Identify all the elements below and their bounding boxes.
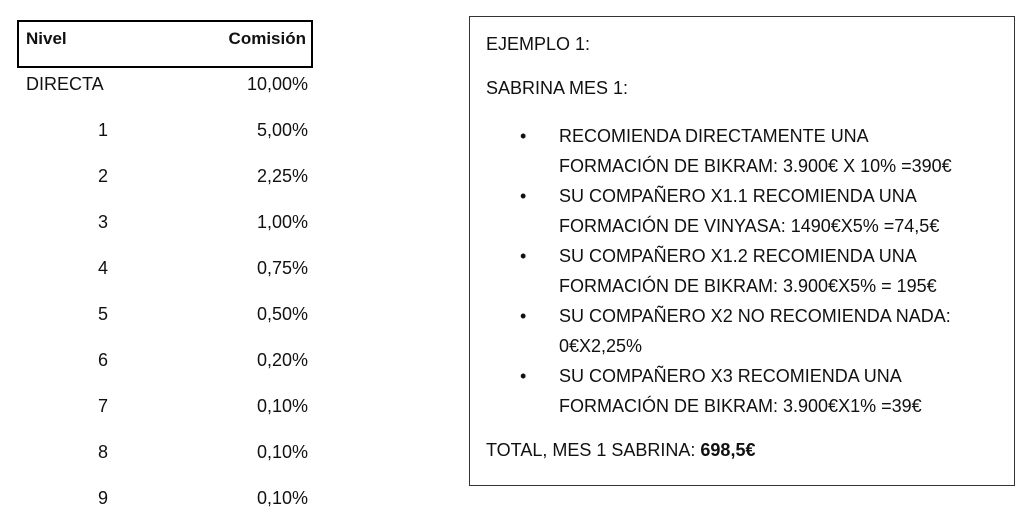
level-cell: 7 xyxy=(97,396,108,416)
commission-cell: 5,00% xyxy=(256,120,308,140)
item-line-1: RECOMIENDA DIRECTAMENTE UNA xyxy=(559,126,869,146)
level-cell: 8 xyxy=(97,442,108,462)
commission-cell: 0,10% xyxy=(256,488,308,508)
commission-cell: 0,50% xyxy=(256,304,308,324)
table-row xyxy=(0,302,320,348)
level-cell: 2 xyxy=(97,166,108,186)
level-cell: 6 xyxy=(97,350,108,370)
total-value: 698,5€ xyxy=(700,440,756,460)
example-subtitle: SABRINA MES 1: xyxy=(486,78,629,98)
example-total xyxy=(486,435,755,465)
commission-cell: 0,10% xyxy=(256,442,308,462)
item-line-1: SU COMPAÑERO X3 RECOMIENDA UNA xyxy=(559,366,902,386)
commission-cell: 2,25% xyxy=(256,166,308,186)
item-line-1: SU COMPAÑERO X1.1 RECOMIENDA UNA xyxy=(559,186,917,206)
example-box xyxy=(469,16,1015,486)
item-line-2: FORMACIÓN DE BIKRAM: 3.900€X1% =39€ xyxy=(559,396,922,416)
list-item xyxy=(470,121,1010,181)
table-row xyxy=(0,72,320,118)
table-row xyxy=(0,440,320,486)
list-item xyxy=(470,181,1010,241)
example-list xyxy=(470,121,1010,421)
commission-table-body xyxy=(0,72,320,532)
item-line-2: FORMACIÓN DE BIKRAM: 3.900€ X 10% =390€ xyxy=(559,156,952,176)
level-cell: 1 xyxy=(97,120,108,140)
list-item xyxy=(470,241,1010,301)
bullet-icon: • xyxy=(520,306,527,326)
level-cell: 5 xyxy=(97,304,108,324)
bullet-icon: • xyxy=(520,366,527,386)
table-row xyxy=(0,394,320,440)
item-line-1: SU COMPAÑERO X1.2 RECOMIENDA UNA xyxy=(559,246,917,266)
level-cell: 9 xyxy=(97,488,108,508)
item-line-2: FORMACIÓN DE VINYASA: 1490€X5% =74,5€ xyxy=(559,216,940,236)
commission-column-header: Comisión xyxy=(228,29,306,48)
list-item xyxy=(470,361,1010,421)
table-row xyxy=(0,256,320,302)
table-row xyxy=(0,486,320,532)
table-row xyxy=(0,164,320,210)
commission-cell: 0,75% xyxy=(256,258,308,278)
level-cell: 3 xyxy=(97,212,108,232)
commission-cell: 0,10% xyxy=(256,396,308,416)
item-line-1: SU COMPAÑERO X2 NO RECOMIENDA NADA: xyxy=(559,306,951,326)
bullet-icon: • xyxy=(520,126,527,146)
commission-cell: 10,00% xyxy=(246,74,308,94)
table-row xyxy=(0,118,320,164)
commission-cell: 1,00% xyxy=(256,212,308,232)
level-column-header: Nivel xyxy=(26,29,67,48)
table-row xyxy=(0,210,320,256)
commission-cell: 0,20% xyxy=(256,350,308,370)
table-row xyxy=(0,348,320,394)
item-line-2: 0€X2,25% xyxy=(559,336,643,356)
commission-table-header xyxy=(17,20,313,68)
bullet-icon: • xyxy=(520,246,527,266)
item-line-2: FORMACIÓN DE BIKRAM: 3.900€X5% = 195€ xyxy=(559,276,937,296)
list-item xyxy=(470,301,1010,361)
example-title: EJEMPLO 1: xyxy=(486,34,591,54)
level-cell: DIRECTA xyxy=(26,74,104,94)
bullet-icon: • xyxy=(520,186,527,206)
level-cell: 4 xyxy=(97,258,108,278)
total-label: TOTAL, MES 1 SABRINA: xyxy=(486,440,701,460)
